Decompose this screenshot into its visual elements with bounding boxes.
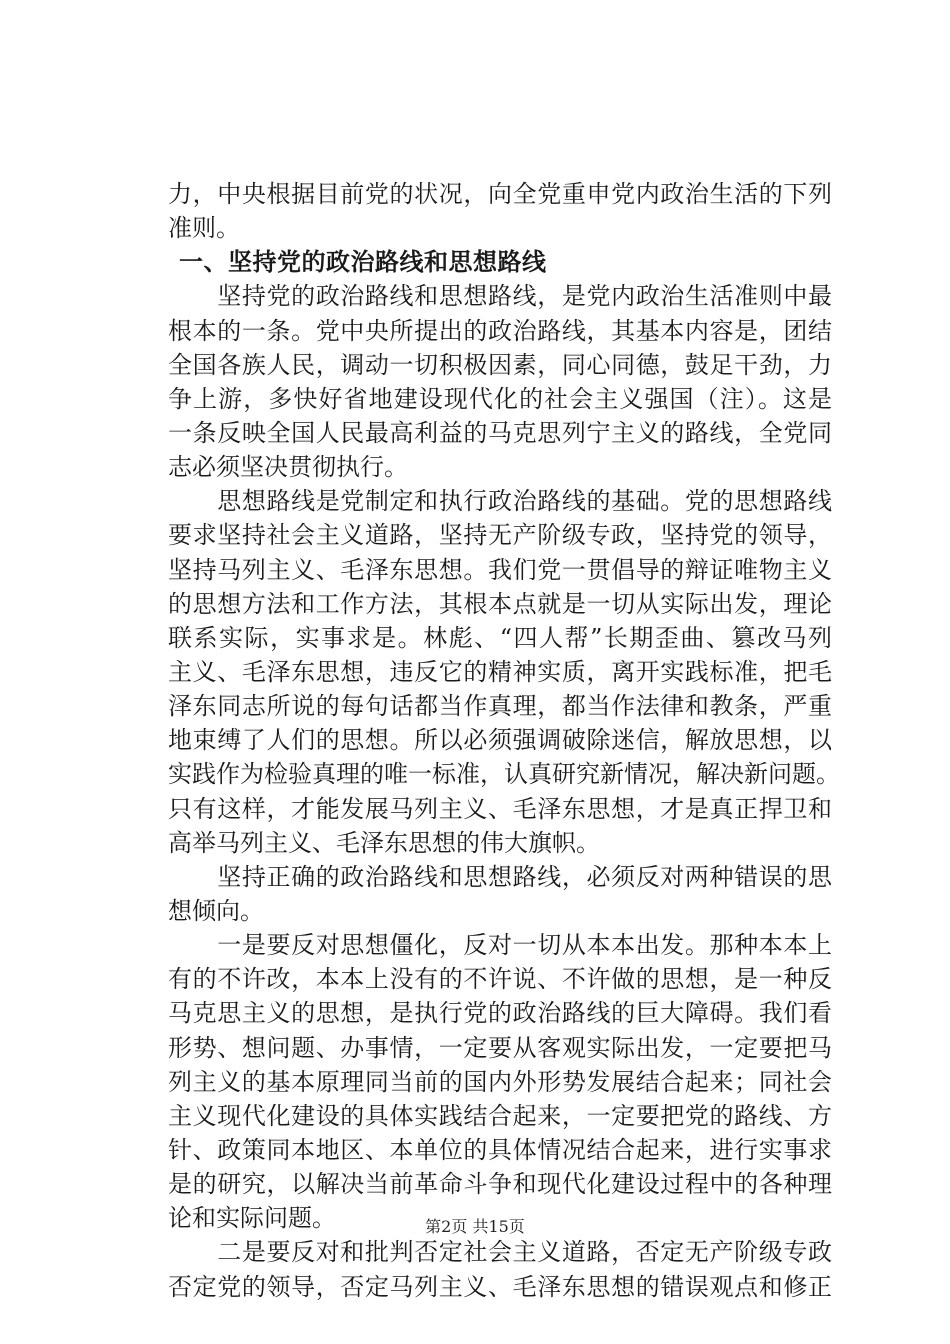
text-line: 列主义的基本原理同当前的国内外形势发展结合起来；同社会 bbox=[168, 1067, 832, 1096]
text-line: 全国各族人民，调动一切积极因素，同心同德，鼓足干劲，力 bbox=[168, 350, 832, 379]
text-line: 论和实际问题。 bbox=[168, 1204, 336, 1233]
text-line: 主义、毛泽东思想，违反它的精神实质，离开实践标准，把毛 bbox=[168, 657, 832, 686]
text-line: 高举马列主义、毛泽东思想的伟大旗帜。 bbox=[168, 828, 600, 857]
text-line: 坚持正确的政治路线和思想路线，必须反对两种错误的思 bbox=[168, 862, 832, 891]
text-line: 地束缚了人们的思想。所以必须强调破除迷信，解放思想，以 bbox=[168, 726, 832, 755]
document-body bbox=[168, 177, 840, 1304]
text-line: 主义现代化建设的具体实践结合起来，一定要把党的路线、方 bbox=[168, 1101, 832, 1130]
text-line: 联系实际，实事求是。林彪、“四人帮”长期歪曲、篡改马列 bbox=[168, 623, 832, 652]
text-line: 要求坚持社会主义道路，坚持无产阶级专政，坚持党的领导， bbox=[168, 521, 832, 550]
text-line: 针、政策同本地区、本单位的具体情况结合起来，进行实事求 bbox=[168, 1135, 832, 1164]
text-line: 的思想方法和工作方法，其根本点就是一切从实际出发，理论 bbox=[168, 589, 832, 618]
text-line: 一是要反对思想僵化，反对一切从本本出发。那种本本上 bbox=[168, 931, 832, 960]
text-line: 只有这样，才能发展马列主义、毛泽东思想，才是真正捍卫和 bbox=[168, 794, 832, 823]
text-line: 准则。 bbox=[168, 214, 240, 243]
text-line: 形势、想问题、办事情，一定要从客观实际出发，一定要把马 bbox=[168, 1033, 832, 1062]
text-line: 马克思主义的思想，是执行党的政治路线的巨大障碍。我们看 bbox=[168, 999, 832, 1028]
text-line: 实践作为检验真理的唯一标准，认真研究新情况，解决新问题。 bbox=[168, 760, 840, 789]
text-line: 争上游，多快好省地建设现代化的社会主义强国（注）。这是 bbox=[168, 384, 832, 413]
text-line: 坚持马列主义、毛泽东思想。我们党一贯倡导的辩证唯物主义 bbox=[168, 555, 832, 584]
text-line: 根本的一条。党中央所提出的政治路线，其基本内容是，团结 bbox=[168, 316, 832, 345]
page-footer bbox=[0, 1216, 950, 1238]
page-number: 第2页 共15页 bbox=[425, 1217, 525, 1236]
section-heading: 一、坚持党的政治路线和思想路线 bbox=[179, 248, 547, 277]
text-line: 二是要反对和批判否定社会主义道路，否定无产阶级专政 bbox=[168, 1238, 832, 1267]
text-line: 坚持党的政治路线和思想路线，是党内政治生活准则中最 bbox=[168, 282, 832, 311]
text-line: 一条反映全国人民最高利益的马克思列宁主义的路线，全党同 bbox=[168, 418, 832, 447]
text-line: 力，中央根据目前党的状况，向全党重申党内政治生活的下列 bbox=[168, 180, 832, 208]
text-line: 是的研究，以解决当前革命斗争和现代化建设过程中的各种理 bbox=[168, 1170, 832, 1199]
text-line: 志必须坚决贯彻执行。 bbox=[168, 453, 408, 482]
text-line: 泽东同志所说的每句话都当作真理，都当作法律和教条，严重 bbox=[168, 692, 832, 721]
text-line: 思想路线是党制定和执行政治路线的基础。党的思想路线 bbox=[168, 487, 832, 516]
text-line: 想倾向。 bbox=[168, 896, 264, 925]
text-line: 有的不许改，本本上没有的不许说、不许做的思想，是一种反 bbox=[168, 965, 832, 994]
text-line: 否定党的领导，否定马列主义、毛泽东思想的错误观点和修正 bbox=[168, 1272, 832, 1301]
